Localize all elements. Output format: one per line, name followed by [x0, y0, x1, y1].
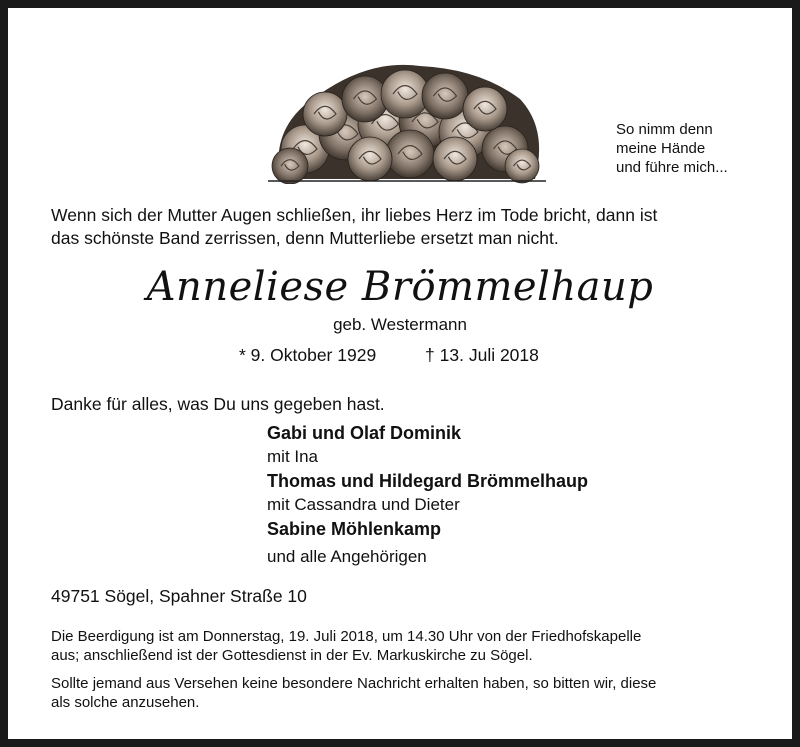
quote-line: und führe mich... — [616, 159, 728, 176]
rose-bloom — [272, 148, 308, 184]
mourner-name: Thomas und Hildegard Brömmelhaup — [267, 471, 589, 491]
birth-name: geb. Westermann — [333, 315, 467, 334]
note-line: Sollte jemand aus Versehen keine besondere Nachricht erhalten haben, so bitten wir, diese — [51, 675, 657, 692]
mourner-detail: mit Ina — [267, 447, 319, 466]
birth-date: * 9. Oktober 1929 — [239, 345, 377, 365]
roses-image — [260, 54, 550, 184]
mourner-detail: und alle Angehörigen — [267, 547, 427, 566]
death-date: † 13. Juli 2018 — [425, 345, 539, 365]
mourners-list — [267, 421, 767, 569]
quote-line: meine Hände — [616, 140, 706, 157]
rose-bloom — [433, 137, 477, 181]
rose-bloom — [505, 149, 539, 183]
life-dates — [239, 345, 539, 366]
deceased-name: Anneliese Brömmelhaup — [146, 264, 654, 310]
note-line: Die Beerdigung ist am Donnerstag, 19. Juli 2018, um 14.30 Uhr von der Friedhofskapelle — [51, 628, 642, 645]
address: 49751 Sögel, Spahner Straße 10 — [51, 586, 307, 606]
rose-bloom — [303, 92, 347, 136]
rose-bloom — [386, 130, 434, 178]
rose-bloom — [342, 76, 388, 122]
quote — [616, 120, 786, 177]
funeral-note — [51, 627, 771, 665]
quote-line: So nimm denn — [616, 121, 713, 138]
mourner-name: Sabine Möhlenkamp — [267, 519, 442, 539]
intro-line: das schönste Band zerrissen, denn Mutterliebe ersetzt man nicht. — [51, 228, 559, 248]
intro-verse — [51, 204, 771, 250]
note-line: aus; anschließend ist der Gottesdienst in der Ev. Markuskirche zu Sögel. — [51, 647, 533, 664]
rose-bloom — [348, 137, 392, 181]
intro-line: Wenn sich der Mutter Augen schließen, ihr liebes Herz im Tode bricht, dann ist — [51, 205, 658, 225]
rose-bloom — [463, 87, 507, 131]
notification-note — [51, 674, 771, 712]
rose-bloom — [422, 73, 468, 119]
thanks-line: Danke für alles, was Du uns gegeben hast. — [51, 394, 385, 414]
note-line: als solche anzusehen. — [51, 694, 200, 711]
mourner-detail: mit Cassandra und Dieter — [267, 495, 460, 514]
mourner-name: Gabi und Olaf Dominik — [267, 423, 462, 443]
